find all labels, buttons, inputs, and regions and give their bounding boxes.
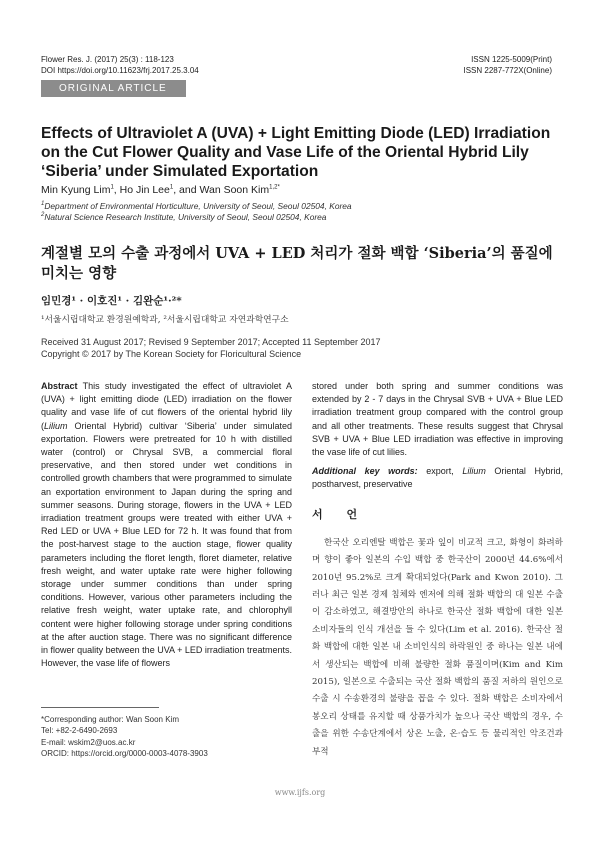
abstract-label: Abstract [41, 381, 78, 391]
author-name: Min Kyung Lim [41, 184, 111, 196]
abstract-left-column [41, 380, 292, 670]
corresponding-author-block [41, 714, 208, 760]
abstract-italic: Lilium [44, 420, 68, 431]
corresponding-email[interactable]: E-mail: wskim2@uos.ac.kr [41, 737, 136, 747]
korean-title: 계절별 모의 수출 과정에서 UVA + LED 처리가 절화 백합 ‘Siberia’의 품질에 미치는 영향 [41, 245, 553, 282]
footer-url[interactable]: www.ijfs.org [274, 788, 326, 797]
author-name: and Wan Soon Kim [179, 184, 270, 196]
affiliation-text: Department of Environmental Horticulture, University of Seoul, Seoul 02504, Korea [44, 201, 352, 211]
author-name: Ho Jin Lee [119, 184, 170, 196]
affiliation-sup: 1 [41, 201, 45, 208]
keywords-label: Additional key words: [312, 466, 418, 477]
intro-paragraph: 한국산 오리엔탈 백합은 꽃과 잎이 비교적 크고, 화형이 화려하며 향이 좋아 일본의 수입 백합 중 한국산이 2000년 44.6%에서 2010년 95.2%로 크게 확대되었다(Park and Kwon 2010). 그러나 최근 일본 경제 침체와 엔저에 의해 절화 백합의 대 일본 수출이 감소하였고, 해결방안의 하나로 한국산 절화 백합에 대한 일본 소비자들의 인식 개선을 들 수 있다(Lim et al. 2016). 한국산 절화 백합에 대한 일본 내 소비인식의 하락원인 중 하나는 일본 내에서 생산되는 백합에 비해 불량한 절화 품질이며(Kim and Kim 2015), 일본으로 수출되는 국산 절화 백합의 품질 저하의 원인으로 수출 시 수송환경의 불량을 꼽을 수 있다. 절화 백합은 소비자에서 봉오리 상태를 유지할 때 상품가치가 높으나 국산 백합의 경우, 수출을 위한 수송단계에서 상온 노출, 온·습도 등 물리적인 악조건과 부적 [312, 537, 563, 757]
right-column [312, 380, 563, 761]
copyright-line: Copyright © 2017 by The Korean Society for Floricultural Science [41, 349, 302, 359]
issn-block [464, 55, 553, 76]
keywords-text: export, [417, 466, 463, 477]
article-type-badge: ORIGINAL ARTICLE [41, 80, 186, 97]
journal-citation: Flower Res. J. (2017) 25(3) : 118-123 [41, 55, 174, 64]
author-list: Min Kyung Lim$^1$, Ho Jin Lee$^1$, and Wan Soon Kim$^{1,2*}$ [41, 184, 280, 196]
affiliation-1 [41, 201, 352, 211]
keywords [312, 465, 563, 491]
article-title: Effects of Ultraviolet A (UVA) + Light Emitting Diode (LED) Irradiation on the Cut Flower Quality and Vase Life of the Oriental Hybrid Lily ‘Siberia’ under Simulated Exportation [41, 125, 551, 180]
keywords-text: Oriental Hybrid, postharvest, preservative [312, 466, 563, 490]
abstract-continuation: stored under both spring and summer conditions was extended by 2 - 7 days in the Chrysal SVB + UVA + Blue LED irradiation treatment group compared with the control group and all other treatments. These results suggest that Chrysal SVB + UVA + Blue LED irradiation was effective in improving the vase life of cut lilies. [312, 381, 563, 458]
issn-print: ISSN 1225-5009(Print) [471, 55, 552, 64]
received-dates: Received 31 August 2017; Revised 9 September 2017; Accepted 11 September 2017 [41, 337, 381, 347]
korean-authors: 임민경¹ · 이호진¹ · 김완순¹·²* [41, 295, 182, 307]
abstract-text: Oriental Hybrid) cultivar ‘Siberia’ under simulated exportation. Flowers were pretreated for 10 h with distilled water (control) or Chrysal SVB, a commercial floral preservative, and then stored under wet conditions in controlled growth chambers that were programmed to simulate an exportation environment to Japan during the spring and summer seasons. During storage, flowers in the UVA + LED irradiation treatment groups were treated with either UVA + Red LED or UVA + Blue LED for 72 h. It was found that from the post-harvest stage to the auction stage, flower quality parameters including the floret length, floret diameter, relative fresh weight, and water uptake rate were higher following storage under summer conditions than under spring conditions. However, various other parameters including the relative fresh weight, water uptake rate, and chlorophyll content were higher following storage under spring conditions at the after auction stage. There was no significant difference in flower quality between the UVA + LED irradiation treatments. However, the vase life of flowers [41, 420, 292, 669]
keywords-italic: Lilium [462, 466, 486, 477]
corresponding-author: *Corresponding author: Wan Soon Kim [41, 715, 179, 724]
affiliation-sup: 2 [41, 212, 45, 219]
affiliation-text: Natural Science Research Institute, University of Seoul, Seoul 02504, Korea [44, 212, 327, 222]
abstract-text: This study investigated the effect of ultraviolet A (UVA) + light emitting diode (LED) irradiation on the flower quality and vase life of cut flowers of the oriental hybrid lily ( [41, 381, 292, 431]
author-sup: 1 [110, 184, 114, 191]
author-sup: 1 [169, 184, 174, 191]
author-sup: 1,2* [269, 184, 280, 191]
article-dates [41, 336, 381, 360]
issn-online: ISSN 2287-772X(Online) [463, 65, 552, 75]
doi-line[interactable]: DOI https://doi.org/10.11623/frj.2017.25.3.04 [41, 65, 199, 75]
corresponding-tel: Tel: +82-2-6490-2693 [41, 726, 118, 736]
journal-header [41, 55, 199, 76]
corresponding-orcid[interactable]: ORCID: https://orcid.org/0000-0003-4078-3903 [41, 749, 208, 759]
intro-heading: 서 언 [312, 507, 368, 521]
footnote-divider [41, 707, 159, 708]
korean-affiliations: ¹서울시립대학교 환경원예학과, ²서울시립대학교 자연과학연구소 [41, 315, 289, 325]
affiliation-2 [41, 212, 326, 222]
